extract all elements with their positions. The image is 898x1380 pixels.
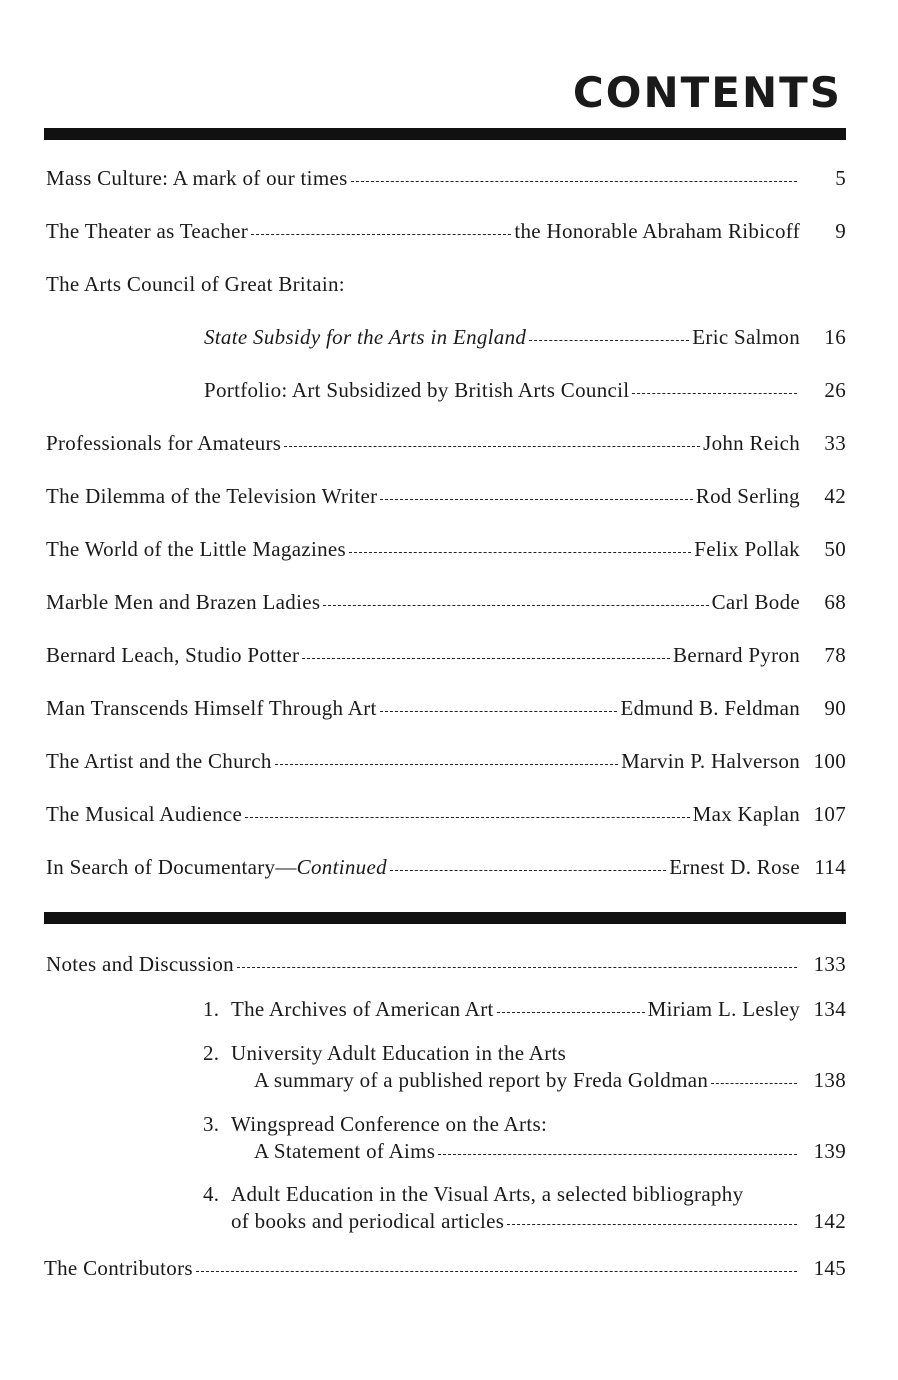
note-subtitle: A Statement of Aims bbox=[254, 1139, 436, 1163]
toc-entry bbox=[46, 643, 846, 673]
note-number: 4. bbox=[203, 1182, 220, 1206]
toc-entry bbox=[204, 378, 846, 408]
toc-entry bbox=[46, 166, 846, 196]
page-title: CONTENTS bbox=[572, 68, 842, 117]
leader-dots bbox=[497, 1012, 645, 1013]
entry-page: 16 bbox=[824, 325, 846, 349]
entry-title: The World of the Little Magazines bbox=[46, 537, 346, 561]
leader-dots bbox=[390, 870, 666, 871]
entry-author: Max Kaplan bbox=[692, 802, 800, 826]
toc-entry bbox=[46, 590, 846, 620]
leader-dots bbox=[302, 658, 670, 659]
leader-dots bbox=[251, 234, 511, 235]
leader-dots bbox=[438, 1154, 797, 1155]
note-page: 142 bbox=[813, 1209, 846, 1233]
entry-page: 5 bbox=[835, 166, 846, 190]
leader-dots bbox=[284, 446, 700, 447]
leader-dots bbox=[529, 340, 689, 341]
toc-entry bbox=[46, 749, 846, 779]
note-title: Wingspread Conference on the Arts: bbox=[231, 1112, 548, 1136]
toc-entry bbox=[44, 1256, 846, 1286]
leader-dots bbox=[275, 764, 618, 765]
note-page: 139 bbox=[813, 1139, 846, 1163]
toc-entry bbox=[46, 802, 846, 832]
note-author: Miriam L. Lesley bbox=[647, 997, 800, 1021]
entry-page: 33 bbox=[824, 431, 846, 455]
note-title: The Archives of American Art bbox=[231, 997, 494, 1021]
entry-title: The Musical Audience bbox=[46, 802, 243, 826]
toc-entry bbox=[46, 952, 846, 982]
note-entry bbox=[254, 1139, 846, 1169]
entry-title-main: In Search of Documentary— bbox=[46, 855, 297, 879]
entry-author: Ernest D. Rose bbox=[669, 855, 800, 879]
toc-entry bbox=[46, 537, 846, 567]
note-page: 134 bbox=[813, 997, 846, 1021]
note-title: Adult Education in the Visual Arts, a selected bibliography bbox=[231, 1182, 744, 1206]
entry-page: 78 bbox=[824, 643, 846, 667]
entry-title: Marble Men and Brazen Ladies bbox=[46, 590, 321, 614]
entry-author: the Honorable Abraham Ribicoff bbox=[514, 219, 800, 243]
entry-title: Mass Culture: A mark of our times bbox=[46, 166, 348, 190]
note-number: 3. bbox=[203, 1112, 220, 1136]
note-entry bbox=[231, 997, 846, 1027]
note-number: 2. bbox=[203, 1041, 220, 1065]
leader-dots bbox=[380, 711, 618, 712]
leader-dots bbox=[237, 967, 797, 968]
entry-title-italic: Continued bbox=[296, 855, 387, 879]
leader-dots bbox=[507, 1224, 797, 1225]
note-subtitle: A summary of a published report by Freda Goldman bbox=[254, 1068, 709, 1092]
note-entry bbox=[254, 1068, 846, 1098]
entry-page: 9 bbox=[835, 219, 846, 243]
entry-author: John Reich bbox=[703, 431, 800, 455]
entry-title: The Artist and the Church bbox=[46, 749, 272, 773]
leader-dots bbox=[349, 552, 691, 553]
note-subtitle: of books and periodical articles bbox=[231, 1209, 505, 1233]
entry-author: Edmund B. Feldman bbox=[620, 696, 800, 720]
note-number: 1. bbox=[203, 997, 220, 1021]
leader-dots bbox=[196, 1271, 797, 1272]
entry-title: Bernard Leach, Studio Potter bbox=[46, 643, 300, 667]
note-title: University Adult Education in the Arts bbox=[231, 1041, 567, 1065]
leader-dots bbox=[632, 393, 797, 394]
entry-title: The Dilemma of the Television Writer bbox=[46, 484, 378, 508]
entry-page: 100 bbox=[813, 749, 846, 773]
entry-page: 90 bbox=[824, 696, 846, 720]
section-heading: The Arts Council of Great Britain: bbox=[46, 272, 345, 296]
leader-dots bbox=[245, 817, 690, 818]
entry-author: Rod Serling bbox=[695, 484, 800, 508]
entry-page: 133 bbox=[813, 952, 846, 976]
entry-author: Carl Bode bbox=[711, 590, 800, 614]
leader-dots bbox=[351, 181, 797, 182]
entry-title: Professionals for Amateurs bbox=[46, 431, 282, 455]
note-entry bbox=[231, 1209, 846, 1239]
middle-rule bbox=[44, 912, 846, 924]
toc-entry bbox=[46, 484, 846, 514]
leader-dots bbox=[323, 605, 708, 606]
toc-entry bbox=[46, 219, 846, 249]
entry-title bbox=[46, 855, 387, 880]
entry-title: The Theater as Teacher bbox=[46, 219, 248, 243]
toc-entry bbox=[46, 431, 846, 461]
entry-page: 50 bbox=[824, 537, 846, 561]
top-rule bbox=[44, 128, 846, 140]
entry-title: Man Transcends Himself Through Art bbox=[46, 696, 377, 720]
entry-title: State Subsidy for the Arts in England bbox=[204, 325, 527, 349]
leader-dots bbox=[711, 1083, 797, 1084]
entry-author: Felix Pollak bbox=[694, 537, 800, 561]
leader-dots bbox=[380, 499, 692, 500]
toc-entry bbox=[204, 325, 846, 355]
note-page: 138 bbox=[813, 1068, 846, 1092]
entry-page: 145 bbox=[813, 1256, 846, 1280]
entry-page: 68 bbox=[824, 590, 846, 614]
entry-page: 107 bbox=[813, 802, 846, 826]
toc-entry bbox=[46, 696, 846, 726]
entry-author: Marvin P. Halverson bbox=[621, 749, 800, 773]
toc-entry bbox=[46, 855, 846, 885]
entry-author: Eric Salmon bbox=[692, 325, 800, 349]
entry-title: Portfolio: Art Subsidized by British Arts Council bbox=[204, 378, 630, 402]
entry-page: 42 bbox=[824, 484, 846, 508]
notes-heading: Notes and Discussion bbox=[46, 952, 234, 976]
contributors-title: The Contributors bbox=[44, 1256, 193, 1280]
entry-page: 114 bbox=[814, 855, 846, 879]
entry-page: 26 bbox=[824, 378, 846, 402]
entry-author: Bernard Pyron bbox=[673, 643, 800, 667]
